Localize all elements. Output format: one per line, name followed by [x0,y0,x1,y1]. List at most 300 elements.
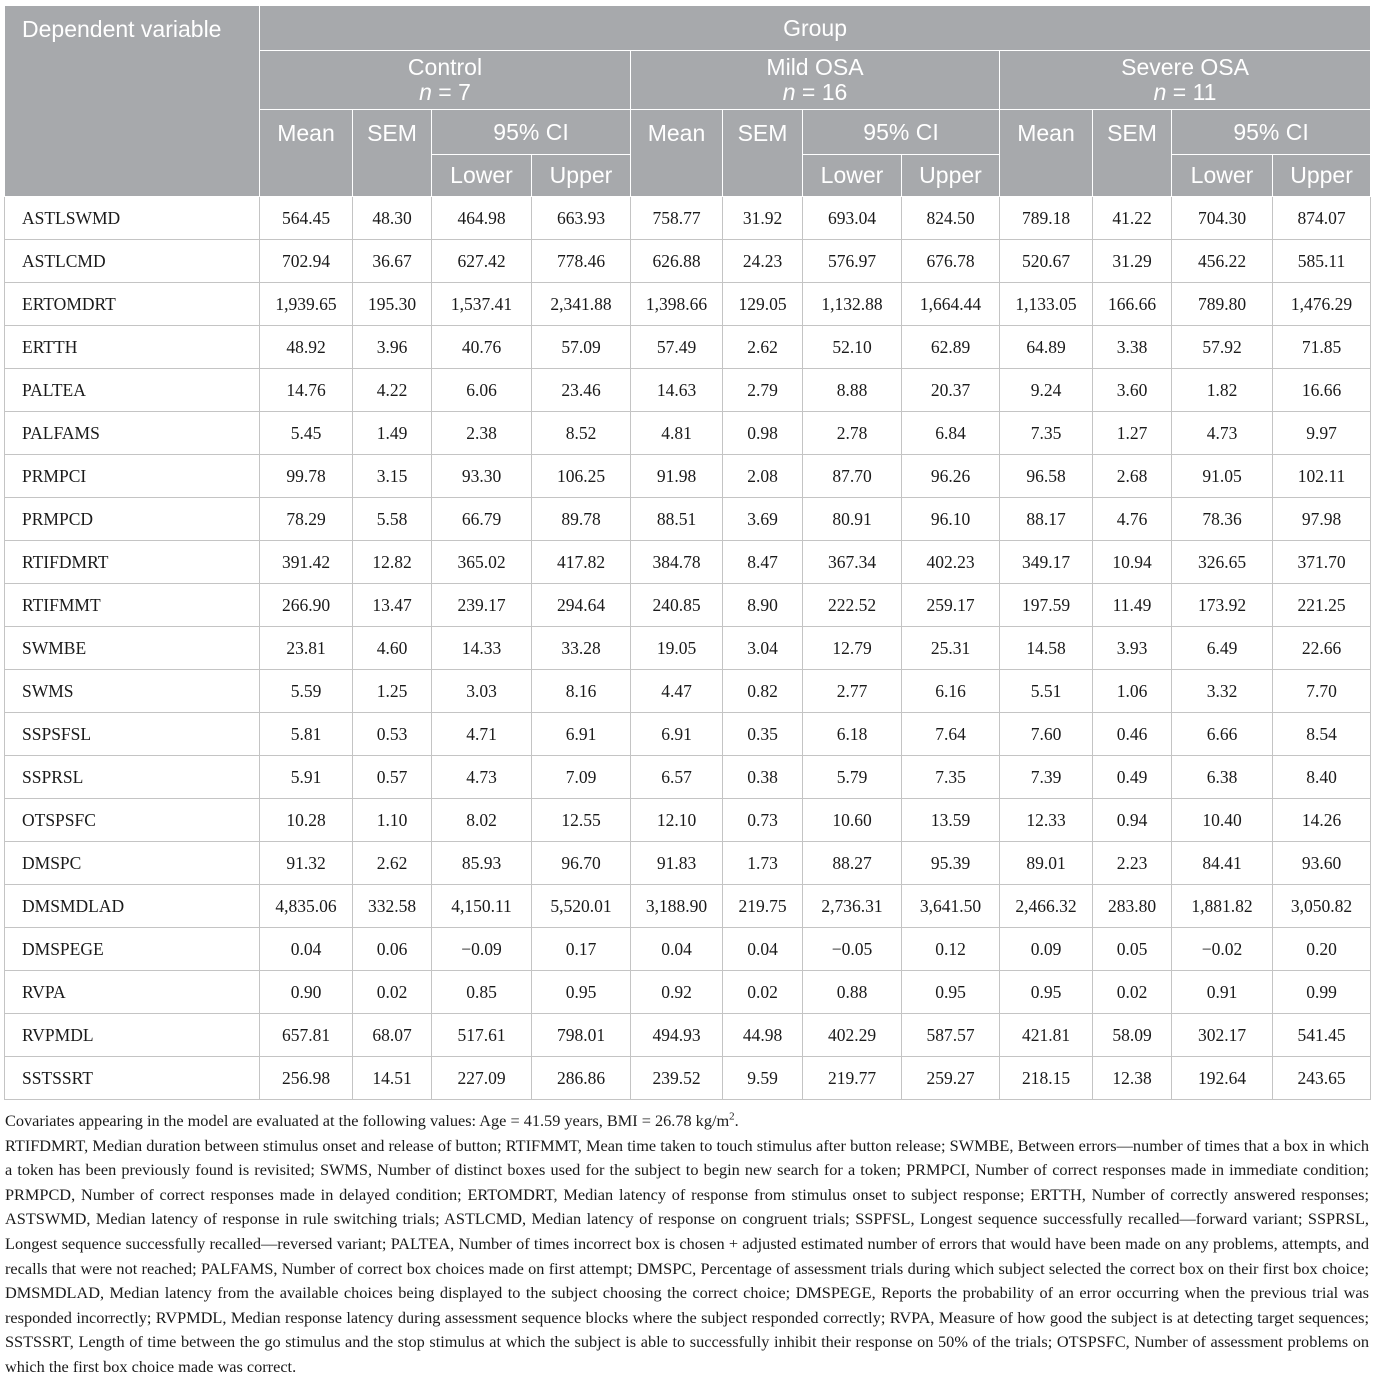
table-cell: 243.65 [1273,1057,1371,1100]
table-cell: 657.81 [260,1014,353,1057]
row-label: OTSPSFC [5,799,260,842]
table-cell: 798.01 [532,1014,631,1057]
group-n: n = 16 [782,79,848,105]
table-cell: 3.32 [1172,670,1273,713]
table-cell: 2,341.88 [532,283,631,326]
row-label: RTIFMMT [5,584,260,627]
table-cell: 7.60 [1000,713,1093,756]
table-cell: 6.18 [803,713,902,756]
table-cell: 99.78 [260,455,353,498]
table-row [5,369,1371,412]
mean-header: Mean [260,110,353,197]
table-row [5,1014,1371,1057]
table-cell: 78.29 [260,498,353,541]
table-cell: 16.66 [1273,369,1371,412]
row-label: ASTLCMD [5,240,260,283]
row-label: SSTSSRT [5,1057,260,1100]
table-cell: 23.46 [532,369,631,412]
table-cell: 197.59 [1000,584,1093,627]
table-cell: 96.10 [902,498,1000,541]
table-cell: 11.49 [1093,584,1172,627]
table-cell: 0.92 [631,971,723,1014]
table-cell: 0.04 [723,928,803,971]
table-cell: 95.39 [902,842,1000,885]
row-label: PALTEA [5,369,260,412]
table-cell: 44.98 [723,1014,803,1057]
table-cell: 218.15 [1000,1057,1093,1100]
table-cell: 3,050.82 [1273,885,1371,928]
table-cell: 106.25 [532,455,631,498]
table-cell: 1.10 [353,799,432,842]
table-cell: 1.06 [1093,670,1172,713]
table-cell: 12.33 [1000,799,1093,842]
table-cell: 5.59 [260,670,353,713]
table-cell: 3.03 [432,670,532,713]
table-cell: 6.91 [532,713,631,756]
table-cell: 1,133.05 [1000,283,1093,326]
table-cell: 97.98 [1273,498,1371,541]
table-cell: 5.91 [260,756,353,799]
row-label: SWMS [5,670,260,713]
table-cell: 286.86 [532,1057,631,1100]
lower-header: Lower [1172,155,1273,197]
table-cell: 564.45 [260,197,353,240]
table-cell: 6.66 [1172,713,1273,756]
table-cell: 367.34 [803,541,902,584]
table-cell: 1.27 [1093,412,1172,455]
table-row [5,197,1371,240]
sem-header: SEM [353,110,432,197]
table-row [5,713,1371,756]
table-cell: 227.09 [432,1057,532,1100]
table-cell: 41.22 [1093,197,1172,240]
table-cell: 0.17 [532,928,631,971]
table-cell: 129.05 [723,283,803,326]
table-cell: 456.22 [1172,240,1273,283]
sem-header: SEM [1093,110,1172,197]
table-cell: 0.91 [1172,971,1273,1014]
table-cell: 71.85 [1273,326,1371,369]
table-cell: 20.37 [902,369,1000,412]
table-cell: 2.38 [432,412,532,455]
table-row [5,1057,1371,1100]
results-table [4,5,1371,1100]
row-label: DMSMDLAD [5,885,260,928]
table-cell: 0.06 [353,928,432,971]
table-cell: 9.24 [1000,369,1093,412]
table-cell: 91.98 [631,455,723,498]
table-cell: 8.02 [432,799,532,842]
table-row [5,283,1371,326]
table-row [5,799,1371,842]
table-cell: 6.06 [432,369,532,412]
table-cell: 78.36 [1172,498,1273,541]
table-cell: 13.59 [902,799,1000,842]
table-cell: 332.58 [353,885,432,928]
sem-header: SEM [723,110,803,197]
table-cell: 62.89 [902,326,1000,369]
table-row [5,756,1371,799]
table-footnotes [4,1109,1369,1380]
table-cell: 2.68 [1093,455,1172,498]
table-cell: 384.78 [631,541,723,584]
table-cell: 2.62 [353,842,432,885]
row-label: RTIFDMRT [5,541,260,584]
table-cell: 4.60 [353,627,432,670]
table-cell: 0.04 [631,928,723,971]
table-cell: 195.30 [353,283,432,326]
table-cell: 12.82 [353,541,432,584]
table-cell: 585.11 [1273,240,1371,283]
table-cell: 576.97 [803,240,902,283]
table-cell: 421.81 [1000,1014,1093,1057]
table-cell: 25.31 [902,627,1000,670]
table-cell: 8.52 [532,412,631,455]
table-cell: 52.10 [803,326,902,369]
table-cell: 5.79 [803,756,902,799]
table-cell: 365.02 [432,541,532,584]
table-cell: 4.81 [631,412,723,455]
table-cell: 0.04 [260,928,353,971]
table-cell: 96.58 [1000,455,1093,498]
table-cell: 824.50 [902,197,1000,240]
table-cell: 402.23 [902,541,1000,584]
table-cell: 10.28 [260,799,353,842]
table-cell: 96.70 [532,842,631,885]
table-cell: 789.80 [1172,283,1273,326]
table-container [4,5,1370,1380]
table-cell: 40.76 [432,326,532,369]
table-cell: 13.47 [353,584,432,627]
table-cell: 12.10 [631,799,723,842]
table-cell: 222.52 [803,584,902,627]
table-cell: 1,132.88 [803,283,902,326]
table-cell: 19.05 [631,627,723,670]
table-cell: 3.69 [723,498,803,541]
upper-header: Upper [532,155,631,197]
table-cell: 3.60 [1093,369,1172,412]
table-cell: 10.94 [1093,541,1172,584]
mean-header: Mean [631,110,723,197]
table-cell: 219.75 [723,885,803,928]
table-cell: 0.88 [803,971,902,1014]
row-label: SSPSFSL [5,713,260,756]
table-cell: −0.02 [1172,928,1273,971]
table-cell: 517.61 [432,1014,532,1057]
table-header [5,6,1371,197]
table-cell: 6.91 [631,713,723,756]
table-row [5,326,1371,369]
table-cell: 0.09 [1000,928,1093,971]
table-cell: 3.04 [723,627,803,670]
table-cell: 8.47 [723,541,803,584]
table-cell: 6.16 [902,670,1000,713]
row-label: DMSPEGE [5,928,260,971]
table-cell: 239.17 [432,584,532,627]
table-cell: 4,150.11 [432,885,532,928]
table-cell: 7.39 [1000,756,1093,799]
table-cell: 541.45 [1273,1014,1371,1057]
table-cell: 6.84 [902,412,1000,455]
ci-header: 95% CI [432,110,631,155]
row-label: ERTTH [5,326,260,369]
table-cell: 402.29 [803,1014,902,1057]
table-cell: 1,398.66 [631,283,723,326]
table-cell: 14.33 [432,627,532,670]
table-cell: 80.91 [803,498,902,541]
table-cell: 96.26 [902,455,1000,498]
table-cell: 1,939.65 [260,283,353,326]
table-cell: 88.17 [1000,498,1093,541]
table-cell: 3.96 [353,326,432,369]
table-cell: 7.09 [532,756,631,799]
table-cell: 14.26 [1273,799,1371,842]
row-label: DMSPC [5,842,260,885]
table-cell: 31.92 [723,197,803,240]
table-cell: 91.83 [631,842,723,885]
table-cell: 283.80 [1093,885,1172,928]
table-cell: 1.25 [353,670,432,713]
table-cell: 778.46 [532,240,631,283]
table-cell: 6.38 [1172,756,1273,799]
table-cell: 0.95 [902,971,1000,1014]
table-cell: 417.82 [532,541,631,584]
table-cell: 0.82 [723,670,803,713]
table-cell: 520.67 [1000,240,1093,283]
table-cell: 12.38 [1093,1057,1172,1100]
table-cell: 91.32 [260,842,353,885]
table-cell: 66.79 [432,498,532,541]
group-name: Mild OSA [766,54,864,80]
table-cell: 4.76 [1093,498,1172,541]
table-cell: 239.52 [631,1057,723,1100]
group-header: Group [260,6,1371,51]
table-cell: −0.05 [803,928,902,971]
table-cell: 88.51 [631,498,723,541]
table-cell: 4.73 [1172,412,1273,455]
table-row [5,885,1371,928]
table-row [5,627,1371,670]
table-cell: 2.08 [723,455,803,498]
row-label: SSPRSL [5,756,260,799]
table-cell: 3,641.50 [902,885,1000,928]
table-cell: 221.25 [1273,584,1371,627]
table-cell: 0.35 [723,713,803,756]
table-body [5,197,1371,1100]
table-cell: 57.92 [1172,326,1273,369]
table-cell: 48.30 [353,197,432,240]
table-cell: 87.70 [803,455,902,498]
table-cell: 4.47 [631,670,723,713]
group-severe-osa-header [1000,51,1371,110]
row-label: PALFAMS [5,412,260,455]
table-cell: 64.89 [1000,326,1093,369]
row-label: ASTLSWMD [5,197,260,240]
table-cell: 2,466.32 [1000,885,1093,928]
table-cell: 8.90 [723,584,803,627]
table-cell: 259.17 [902,584,1000,627]
table-cell: 10.40 [1172,799,1273,842]
table-cell: 702.94 [260,240,353,283]
table-cell: 2.77 [803,670,902,713]
table-row [5,498,1371,541]
table-cell: 627.42 [432,240,532,283]
table-cell: 326.65 [1172,541,1273,584]
table-cell: 0.53 [353,713,432,756]
table-cell: 464.98 [432,197,532,240]
row-label: PRMPCI [5,455,260,498]
table-cell: 4.73 [432,756,532,799]
table-cell: 1.73 [723,842,803,885]
table-row [5,412,1371,455]
table-cell: 2.23 [1093,842,1172,885]
table-cell: 36.67 [353,240,432,283]
table-row [5,240,1371,283]
table-row [5,455,1371,498]
table-cell: 57.49 [631,326,723,369]
table-cell: 84.41 [1172,842,1273,885]
table-cell: 14.58 [1000,627,1093,670]
table-cell: 0.98 [723,412,803,455]
table-cell: 0.90 [260,971,353,1014]
table-cell: 33.28 [532,627,631,670]
table-cell: 7.70 [1273,670,1371,713]
table-cell: 5.45 [260,412,353,455]
table-cell: 259.27 [902,1057,1000,1100]
table-cell: 0.95 [532,971,631,1014]
table-cell: 874.07 [1273,197,1371,240]
row-label: RVPMDL [5,1014,260,1057]
table-cell: 4.71 [432,713,532,756]
group-control-header [260,51,631,110]
table-cell: 240.85 [631,584,723,627]
table-cell: 68.07 [353,1014,432,1057]
table-cell: 24.23 [723,240,803,283]
mean-header: Mean [1000,110,1093,197]
table-cell: 22.66 [1273,627,1371,670]
table-cell: 166.66 [1093,283,1172,326]
table-cell: 758.77 [631,197,723,240]
group-n: n = 7 [419,79,471,105]
table-cell: 1,881.82 [1172,885,1273,928]
table-cell: 676.78 [902,240,1000,283]
table-cell: 0.02 [723,971,803,1014]
group-mild-osa-header [631,51,1000,110]
table-cell: 1,664.44 [902,283,1000,326]
lower-header: Lower [803,155,902,197]
table-cell: 1,537.41 [432,283,532,326]
table-cell: 0.95 [1000,971,1093,1014]
ci-header: 95% CI [1172,110,1371,155]
upper-header: Upper [902,155,1000,197]
table-cell: 14.51 [353,1057,432,1100]
table-cell: 8.16 [532,670,631,713]
table-cell: 2.62 [723,326,803,369]
upper-header: Upper [1273,155,1371,197]
table-cell: 8.88 [803,369,902,412]
row-label: ERTOMDRT [5,283,260,326]
table-cell: 9.59 [723,1057,803,1100]
table-cell: 4.22 [353,369,432,412]
table-cell: 0.02 [1093,971,1172,1014]
table-cell: 663.93 [532,197,631,240]
table-row [5,928,1371,971]
table-cell: 626.88 [631,240,723,283]
table-cell: 2,736.31 [803,885,902,928]
table-cell: −0.09 [432,928,532,971]
table-cell: 266.90 [260,584,353,627]
table-cell: 0.02 [353,971,432,1014]
table-cell: 2.78 [803,412,902,455]
table-cell: 85.93 [432,842,532,885]
table-cell: 219.77 [803,1057,902,1100]
table-cell: 58.09 [1093,1014,1172,1057]
table-cell: 93.60 [1273,842,1371,885]
table-cell: 256.98 [260,1057,353,1100]
table-cell: 0.38 [723,756,803,799]
table-cell: 91.05 [1172,455,1273,498]
table-cell: 5.58 [353,498,432,541]
table-cell: 789.18 [1000,197,1093,240]
table-cell: 5.51 [1000,670,1093,713]
table-cell: 93.30 [432,455,532,498]
table-cell: 7.64 [902,713,1000,756]
table-cell: 5.81 [260,713,353,756]
table-cell: 391.42 [260,541,353,584]
table-cell: 192.64 [1172,1057,1273,1100]
table-cell: 0.57 [353,756,432,799]
table-cell: 23.81 [260,627,353,670]
table-cell: 0.12 [902,928,1000,971]
table-cell: 494.93 [631,1014,723,1057]
table-cell: 1.82 [1172,369,1273,412]
table-cell: 0.99 [1273,971,1371,1014]
table-cell: 9.97 [1273,412,1371,455]
table-cell: 3,188.90 [631,885,723,928]
row-label: RVPA [5,971,260,1014]
table-cell: 302.17 [1172,1014,1273,1057]
table-cell: 31.29 [1093,240,1172,283]
row-label: PRMPCD [5,498,260,541]
table-cell: 1,476.29 [1273,283,1371,326]
table-row [5,842,1371,885]
table-cell: 3.93 [1093,627,1172,670]
table-cell: 8.40 [1273,756,1371,799]
table-cell: 7.35 [1000,412,1093,455]
table-cell: 371.70 [1273,541,1371,584]
lower-header: Lower [432,155,532,197]
table-cell: 3.38 [1093,326,1172,369]
table-cell: 89.78 [532,498,631,541]
table-cell: 693.04 [803,197,902,240]
table-cell: 0.20 [1273,928,1371,971]
table-cell: 3.15 [353,455,432,498]
table-row [5,971,1371,1014]
table-cell: 704.30 [1172,197,1273,240]
table-cell: 349.17 [1000,541,1093,584]
table-cell: 0.46 [1093,713,1172,756]
table-cell: 89.01 [1000,842,1093,885]
table-row [5,541,1371,584]
table-cell: 0.05 [1093,928,1172,971]
table-row [5,584,1371,627]
table-cell: 5,520.01 [532,885,631,928]
group-n: n = 11 [1153,79,1217,105]
table-cell: 88.27 [803,842,902,885]
table-cell: 173.92 [1172,584,1273,627]
table-cell: 6.49 [1172,627,1273,670]
table-cell: 294.64 [532,584,631,627]
